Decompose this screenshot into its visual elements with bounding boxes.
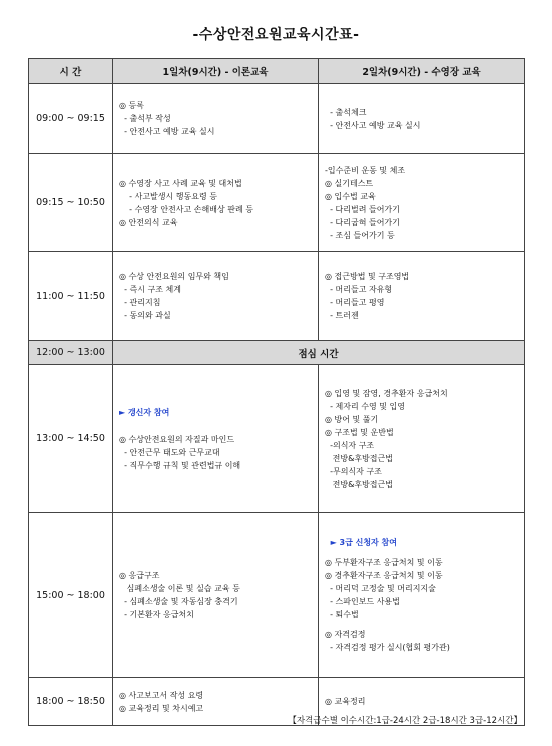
schedule-line: - 안전근무 태도와 근무교대	[119, 447, 220, 457]
row-day1-cell	[113, 84, 319, 154]
schedule-line: - 퇴수법	[325, 610, 359, 619]
schedule-line: - 안전사고 예방 교육 실시	[119, 127, 215, 136]
schedule-line: - 조심 들어가기 등	[325, 230, 395, 240]
schedule-line: ◎ 수상 안전요원의 임무와 책임	[119, 272, 229, 281]
schedule-line: - 출석부 작성	[119, 114, 171, 123]
row-day1-cell	[113, 252, 319, 341]
schedule-line: - 스파인보드 사용법	[325, 597, 400, 606]
schedule-line: ◎ 입수법 교육	[325, 191, 376, 201]
schedule-line: ◎ 실기테스트	[325, 178, 374, 188]
row-day1-cell	[113, 154, 319, 252]
schedule-line: -무의식자 구조	[325, 466, 382, 476]
schedule-line: ◎ 두부환자구조 응급처치 및 이동	[325, 558, 443, 567]
schedule-line: ◎ 자격검정	[325, 630, 366, 639]
schedule-line: ◎ 등록	[119, 101, 144, 110]
row-time: 15:00 ~ 18:00	[29, 513, 113, 678]
table-row	[29, 513, 525, 678]
row-time: 18:00 ~ 18:50	[29, 678, 113, 726]
page-title: -수상안전요원교육시간표-	[192, 27, 360, 43]
schedule-line: -입수준비 운동 및 체조	[325, 165, 406, 175]
schedule-line: ◎ 응급구조	[119, 571, 160, 580]
schedule-line: - 안전사고 예방 교육 실시	[325, 120, 421, 130]
schedule-line: - 머리들고 평영	[325, 298, 385, 307]
schedule-line: - 트러젠	[325, 311, 359, 320]
table-row	[29, 84, 525, 154]
schedule-line: - 다리벌려 들어가기	[325, 204, 400, 214]
schedule-line: ◎ 안전의식 교육	[119, 217, 178, 227]
schedule-line: - 다리굽혀 들어가기	[325, 217, 400, 227]
row-time: 11:00 ~ 11:50	[29, 252, 113, 341]
schedule-line: ◎ 수영장 사고 사례 교육 및 대처법	[119, 178, 242, 188]
row-day1-cell	[113, 365, 319, 513]
schedule-line: ◎ 접근방법 및 구조영법	[325, 272, 410, 281]
schedule-line: ◎ 교육정리	[325, 697, 366, 706]
schedule-line: - 관리지침	[119, 298, 161, 307]
schedule-line: - 제자리 수영 및 입영	[325, 401, 405, 411]
lunch-label: 점심 시간	[113, 341, 525, 365]
schedule-line: ◎ 수상안전요원의 자질과 마인드	[119, 434, 235, 444]
schedule-line: 심폐소생술 이론 및 실습 교육 등	[119, 584, 240, 593]
row-day2-cell	[319, 84, 525, 154]
lunch-time: 12:00 ~ 13:00	[29, 341, 113, 365]
row-day2-cell	[319, 154, 525, 252]
schedule-line: - 출석체크	[325, 107, 367, 117]
header-day2: 2일차(9시간) - 수영장 교육	[319, 59, 525, 84]
spacer	[325, 621, 518, 628]
header-row	[29, 59, 525, 84]
table-row	[29, 154, 525, 252]
row-time: 13:00 ~ 14:50	[29, 365, 113, 513]
row-day2-cell	[319, 365, 525, 513]
schedule-line: - 머리덕 고정술 및 머리지지술	[325, 584, 436, 593]
schedule-line: - 심폐소생술 및 자동심장 충격기	[119, 597, 238, 606]
table-row	[29, 252, 525, 341]
schedule-table	[28, 58, 525, 726]
schedule-line: ◎ 경추환자구조 응급처치 및 이동	[325, 571, 443, 580]
schedule-line: 전방&후방접근법	[325, 453, 393, 463]
schedule-line: ◎ 사고보고서 작성 요령	[119, 690, 204, 700]
header-day1: 1일차(9시간) - 이론교육	[113, 59, 319, 84]
row-time: 09:15 ~ 10:50	[29, 154, 113, 252]
spacer	[119, 426, 312, 433]
schedule-line: ◎ 교육정리 및 차시예고	[119, 703, 204, 713]
row-day1-cell	[113, 513, 319, 678]
table-row	[29, 365, 525, 513]
participant-note: ► 3급 신청자 참여	[325, 538, 398, 547]
schedule-line: - 기본환자 응급처치	[119, 610, 194, 619]
schedule-line: - 동의와 과실	[119, 311, 171, 320]
schedule-line: - 사고발생시 행동요령 등	[119, 191, 217, 201]
schedule-line: - 수영장 안전사고 손해배상 판례 등	[119, 204, 253, 214]
row-time: 09:00 ~ 09:15	[29, 84, 113, 154]
spacer	[119, 419, 312, 426]
participant-note: ► 갱신자 참여	[119, 407, 170, 417]
spacer	[325, 549, 518, 556]
schedule-line: - 머리들고 자유형	[325, 285, 393, 294]
schedule-line: - 직무수행 규칙 및 관련법규 이해	[119, 460, 241, 470]
header-time: 시 간	[29, 59, 113, 84]
schedule-line: - 즉시 구조 체계	[119, 285, 181, 294]
row-day2-cell	[319, 513, 525, 678]
schedule-line: ◎ 입영 및 잠영, 경추환자 응급처치	[325, 388, 448, 398]
schedule-line: ◎ 구조법 및 운반법	[325, 427, 394, 437]
schedule-line: ◎ 방어 및 풀기	[325, 414, 379, 424]
footnote: 【자격급수별 이수시간:1급-24시간 2급-18시간 3급-12시간】	[288, 716, 522, 726]
schedule-line: - 자격검정 평가 실시(협회 평가관)	[325, 643, 450, 652]
schedule-line: -의식자 구조	[325, 440, 375, 450]
schedule-line: 전방&후방접근법	[325, 479, 393, 489]
row-day2-cell	[319, 252, 525, 341]
lunch-row	[29, 341, 525, 365]
